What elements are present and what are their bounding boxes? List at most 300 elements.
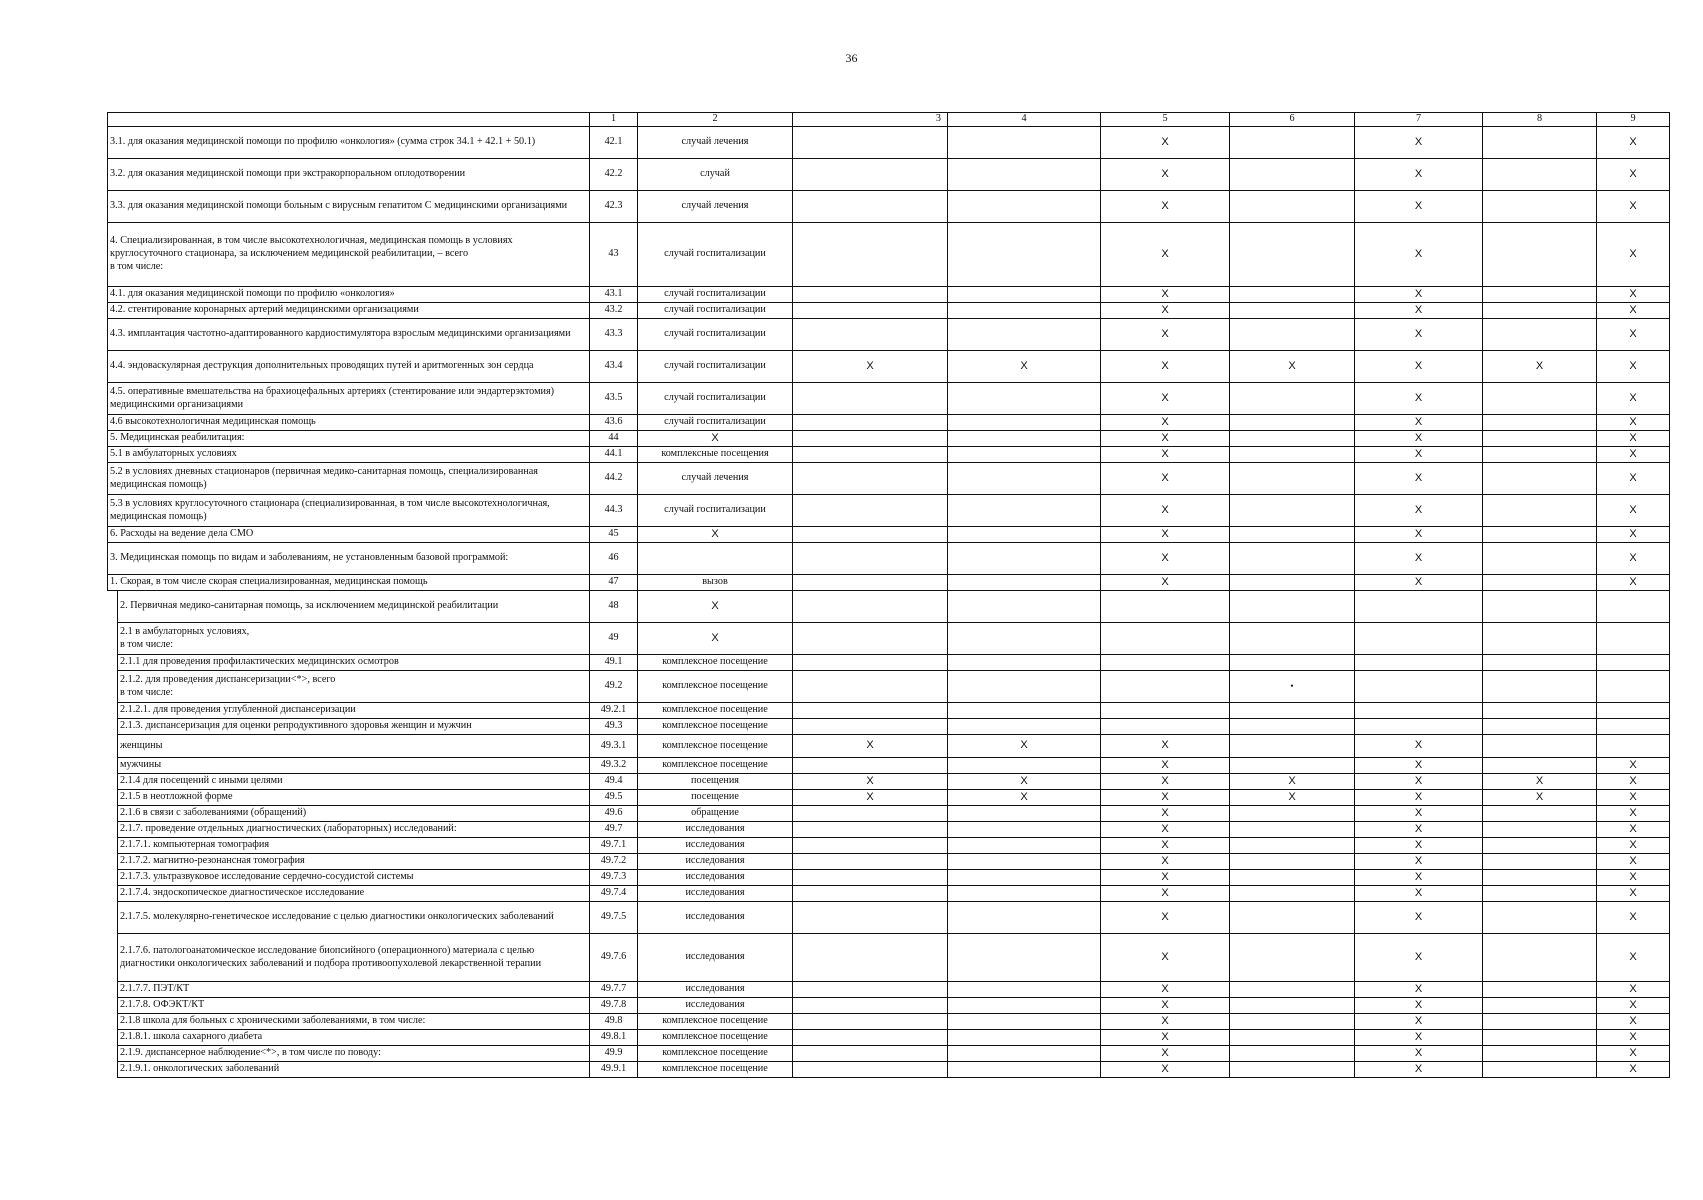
- cell-col-4: [948, 998, 1101, 1014]
- cell-col-7: X: [1355, 1046, 1483, 1062]
- cell-col-3: [793, 591, 948, 623]
- row-name: 2.1.7.8. ОФЭКТ/КТ: [118, 998, 590, 1014]
- row-unit: случай: [638, 159, 793, 191]
- row-code: 45: [590, 527, 638, 543]
- cell-col-6: •: [1230, 671, 1355, 703]
- row-code: 49.5: [590, 790, 638, 806]
- row-code: 49.8: [590, 1014, 638, 1030]
- cell-col-5: X: [1101, 543, 1230, 575]
- table-row: [118, 1030, 1670, 1046]
- cell-col-8: [1483, 758, 1597, 774]
- cell-col-8: [1483, 735, 1597, 758]
- cell-col-7: X: [1355, 575, 1483, 591]
- cell-col-6: [1230, 623, 1355, 655]
- row-name: 2.1.9.1. онкологических заболеваний: [118, 1062, 590, 1078]
- row-unit: случай лечения: [638, 127, 793, 159]
- table-row: [108, 351, 1670, 383]
- cell-col-6: [1230, 870, 1355, 886]
- cell-col-6: [1230, 431, 1355, 447]
- cell-col-4: [948, 431, 1101, 447]
- cell-col-8: [1483, 463, 1597, 495]
- cell-col-9: X: [1597, 982, 1670, 998]
- row-code: 49.9: [590, 1046, 638, 1062]
- cell-col-7: X: [1355, 303, 1483, 319]
- cell-col-7: X: [1355, 854, 1483, 870]
- row-code: 49.7.7: [590, 982, 638, 998]
- cell-col-7: [1355, 655, 1483, 671]
- cell-col-5: X: [1101, 1030, 1230, 1046]
- cell-col-3: [793, 431, 948, 447]
- cell-col-7: X: [1355, 902, 1483, 934]
- table-row: [118, 655, 1670, 671]
- row-code: 44.1: [590, 447, 638, 463]
- cell-col-4: [948, 1030, 1101, 1046]
- row-code: 43.2: [590, 303, 638, 319]
- cell-col-3: [793, 623, 948, 655]
- row-name: 2.1.7.2. магнитно-резонансная томография: [118, 854, 590, 870]
- cell-col-4: [948, 527, 1101, 543]
- row-code: 49.7.2: [590, 854, 638, 870]
- row-name: 2.1.7.7. ПЭТ/КТ: [118, 982, 590, 998]
- cell-col-5: X: [1101, 383, 1230, 415]
- row-code: 49.6: [590, 806, 638, 822]
- table-row: [118, 998, 1670, 1014]
- cell-col-3: [793, 319, 948, 351]
- cell-col-6: [1230, 287, 1355, 303]
- cell-col-5: X: [1101, 886, 1230, 902]
- row-name: 1. Скорая, в том числе скорая специализированная, медицинская помощь: [108, 575, 590, 591]
- cell-col-7: X: [1355, 886, 1483, 902]
- cell-col-3: [793, 806, 948, 822]
- table-row: [118, 822, 1670, 838]
- cell-col-9: X: [1597, 758, 1670, 774]
- cell-col-5: X: [1101, 854, 1230, 870]
- cell-col-8: [1483, 447, 1597, 463]
- row-name: 4.4. эндоваскулярная деструкция дополнительных проводящих путей и аритмогенных зон сердца: [108, 351, 590, 383]
- header-cell: 7: [1355, 113, 1483, 127]
- cell-col-7: X: [1355, 1014, 1483, 1030]
- cell-col-8: [1483, 886, 1597, 902]
- cell-col-5: [1101, 671, 1230, 703]
- cell-col-6: [1230, 463, 1355, 495]
- cell-col-3: [793, 655, 948, 671]
- cell-col-4: [948, 982, 1101, 998]
- cell-col-6: [1230, 703, 1355, 719]
- row-unit: [638, 543, 793, 575]
- row-code: 49.1: [590, 655, 638, 671]
- row-name: женщины: [118, 735, 590, 758]
- row-unit: исследования: [638, 998, 793, 1014]
- cell-col-3: [793, 543, 948, 575]
- row-name: 2.1.8.1. школа сахарного диабета: [118, 1030, 590, 1046]
- row-unit: случай госпитализации: [638, 319, 793, 351]
- cell-col-9: X: [1597, 159, 1670, 191]
- row-code: 49.7.6: [590, 934, 638, 982]
- cell-col-4: [948, 383, 1101, 415]
- cell-col-8: [1483, 159, 1597, 191]
- cell-col-7: X: [1355, 383, 1483, 415]
- cell-col-5: X: [1101, 1046, 1230, 1062]
- table-row: [108, 319, 1670, 351]
- cell-col-7: X: [1355, 287, 1483, 303]
- row-code: 43.4: [590, 351, 638, 383]
- cell-col-4: X: [948, 351, 1101, 383]
- table-row: [108, 191, 1670, 223]
- cell-col-7: X: [1355, 982, 1483, 998]
- cell-col-7: X: [1355, 1030, 1483, 1046]
- row-code: 43.6: [590, 415, 638, 431]
- row-code: 42.1: [590, 127, 638, 159]
- cell-col-3: [793, 870, 948, 886]
- table-row: [118, 1062, 1670, 1078]
- row-code: 49.7.4: [590, 886, 638, 902]
- row-unit: случай госпитализации: [638, 287, 793, 303]
- cell-col-5: X: [1101, 1062, 1230, 1078]
- row-unit: случай госпитализации: [638, 415, 793, 431]
- cell-col-5: X: [1101, 1014, 1230, 1030]
- cell-col-9: X: [1597, 790, 1670, 806]
- row-code: 49.7.1: [590, 838, 638, 854]
- cell-col-6: [1230, 575, 1355, 591]
- row-code: 49.3.2: [590, 758, 638, 774]
- cell-col-5: X: [1101, 319, 1230, 351]
- table-row: [118, 1046, 1670, 1062]
- row-unit: X: [638, 431, 793, 447]
- cell-col-6: X: [1230, 790, 1355, 806]
- cell-col-9: X: [1597, 774, 1670, 790]
- row-code: 49.7.8: [590, 998, 638, 1014]
- cell-col-9: X: [1597, 319, 1670, 351]
- data-table-upper: [107, 112, 1670, 591]
- cell-col-6: [1230, 543, 1355, 575]
- row-name: 5.1 в амбулаторных условиях: [108, 447, 590, 463]
- cell-col-6: [1230, 854, 1355, 870]
- row-unit: комплексное посещение: [638, 1030, 793, 1046]
- cell-col-9: X: [1597, 463, 1670, 495]
- row-unit: случай лечения: [638, 463, 793, 495]
- row-name: 4. Специализированная, в том числе высокотехнологичная, медицинская помощь в условиях круглосуточного стационара, за исключением медицинской реабилитации, – всего в том числе:: [108, 223, 590, 287]
- row-code: 49.7.3: [590, 870, 638, 886]
- row-code: 49.4: [590, 774, 638, 790]
- row-name: 3. Медицинская помощь по видам и заболеваниям, не установленным базовой программой:: [108, 543, 590, 575]
- cell-col-3: [793, 758, 948, 774]
- cell-col-6: [1230, 383, 1355, 415]
- cell-col-3: [793, 902, 948, 934]
- cell-col-7: X: [1355, 447, 1483, 463]
- cell-col-8: [1483, 719, 1597, 735]
- row-unit: исследования: [638, 822, 793, 838]
- cell-col-8: [1483, 1014, 1597, 1030]
- cell-col-3: X: [793, 790, 948, 806]
- cell-col-9: X: [1597, 998, 1670, 1014]
- cell-col-6: [1230, 223, 1355, 287]
- cell-col-5: X: [1101, 902, 1230, 934]
- cell-col-9: X: [1597, 351, 1670, 383]
- cell-col-4: [948, 303, 1101, 319]
- row-unit: исследования: [638, 854, 793, 870]
- row-unit: вызов: [638, 575, 793, 591]
- cell-col-4: [948, 591, 1101, 623]
- row-name: 5.2 в условиях дневных стационаров (первичная медико-санитарная помощь, специализированная медицинская помощь): [108, 463, 590, 495]
- cell-col-4: [948, 319, 1101, 351]
- cell-col-4: [948, 1046, 1101, 1062]
- cell-col-4: [948, 415, 1101, 431]
- cell-col-9: X: [1597, 886, 1670, 902]
- cell-col-8: [1483, 383, 1597, 415]
- header-cell: 4: [948, 113, 1101, 127]
- row-unit: комплексное посещение: [638, 703, 793, 719]
- table-row: [118, 1014, 1670, 1030]
- row-name: 2.1.2. для проведения диспансеризации<*>, всего в том числе:: [118, 671, 590, 703]
- cell-col-3: [793, 127, 948, 159]
- row-name: 4.5. оперативные вмешательства на брахиоцефальных артериях (стентирование или эндартерэктомия) медицинскими организациями: [108, 383, 590, 415]
- cell-col-3: [793, 1046, 948, 1062]
- cell-col-8: [1483, 575, 1597, 591]
- cell-col-3: [793, 1014, 948, 1030]
- cell-col-4: [948, 287, 1101, 303]
- cell-col-3: [793, 575, 948, 591]
- row-unit: X: [638, 591, 793, 623]
- row-code: 42.2: [590, 159, 638, 191]
- row-code: 42.3: [590, 191, 638, 223]
- cell-col-7: X: [1355, 415, 1483, 431]
- cell-col-5: X: [1101, 159, 1230, 191]
- row-code: 49.7.5: [590, 902, 638, 934]
- cell-col-7: X: [1355, 1062, 1483, 1078]
- cell-col-3: [793, 854, 948, 870]
- cell-col-6: [1230, 1062, 1355, 1078]
- row-unit: комплексное посещение: [638, 735, 793, 758]
- cell-col-8: [1483, 415, 1597, 431]
- cell-col-6: [1230, 495, 1355, 527]
- row-name: 3.2. для оказания медицинской помощи при экстракорпоральном оплодотворении: [108, 159, 590, 191]
- row-name: 2.1.6 в связи с заболеваниями (обращений): [118, 806, 590, 822]
- cell-col-7: [1355, 591, 1483, 623]
- cell-col-9: X: [1597, 870, 1670, 886]
- cell-col-9: [1597, 703, 1670, 719]
- cell-col-5: X: [1101, 735, 1230, 758]
- cell-col-4: [948, 886, 1101, 902]
- row-code: 44: [590, 431, 638, 447]
- table-row: [108, 383, 1670, 415]
- cell-col-4: [948, 902, 1101, 934]
- cell-col-9: [1597, 735, 1670, 758]
- row-unit: комплексное посещение: [638, 1014, 793, 1030]
- cell-col-9: X: [1597, 543, 1670, 575]
- cell-col-5: X: [1101, 303, 1230, 319]
- row-unit: исследования: [638, 838, 793, 854]
- cell-col-4: [948, 127, 1101, 159]
- cell-col-8: [1483, 982, 1597, 998]
- row-name: 2.1.1 для проведения профилактических медицинских осмотров: [118, 655, 590, 671]
- cell-col-3: [793, 191, 948, 223]
- table-row: [118, 671, 1670, 703]
- cell-col-9: X: [1597, 127, 1670, 159]
- cell-col-4: [948, 447, 1101, 463]
- cell-col-9: X: [1597, 431, 1670, 447]
- cell-col-8: X: [1483, 774, 1597, 790]
- cell-col-5: X: [1101, 998, 1230, 1014]
- cell-col-8: X: [1483, 790, 1597, 806]
- header-cell: 3: [793, 113, 948, 127]
- cell-col-4: X: [948, 735, 1101, 758]
- cell-col-9: X: [1597, 527, 1670, 543]
- cell-col-8: [1483, 1030, 1597, 1046]
- cell-col-7: X: [1355, 838, 1483, 854]
- cell-col-4: [948, 191, 1101, 223]
- cell-col-6: [1230, 822, 1355, 838]
- cell-col-9: X: [1597, 287, 1670, 303]
- cell-col-7: X: [1355, 495, 1483, 527]
- table-row: [108, 287, 1670, 303]
- row-unit: комплексное посещение: [638, 671, 793, 703]
- cell-col-7: X: [1355, 351, 1483, 383]
- cell-col-8: [1483, 934, 1597, 982]
- cell-col-4: [948, 854, 1101, 870]
- cell-col-4: [948, 495, 1101, 527]
- row-name: 2.1.9. диспансерное наблюдение<*>, в том числе по поводу:: [118, 1046, 590, 1062]
- cell-col-7: X: [1355, 934, 1483, 982]
- cell-col-7: [1355, 671, 1483, 703]
- cell-col-4: X: [948, 774, 1101, 790]
- cell-col-6: [1230, 934, 1355, 982]
- cell-col-5: [1101, 591, 1230, 623]
- cell-col-7: X: [1355, 774, 1483, 790]
- header-cell: 1: [590, 113, 638, 127]
- row-unit: X: [638, 527, 793, 543]
- cell-col-5: [1101, 655, 1230, 671]
- cell-col-9: X: [1597, 415, 1670, 431]
- cell-col-6: [1230, 303, 1355, 319]
- header-cell: 2: [638, 113, 793, 127]
- row-unit: комплексное посещение: [638, 1046, 793, 1062]
- cell-col-9: X: [1597, 854, 1670, 870]
- cell-col-3: [793, 703, 948, 719]
- row-code: 43.5: [590, 383, 638, 415]
- cell-col-5: X: [1101, 463, 1230, 495]
- cell-col-4: [948, 623, 1101, 655]
- cell-col-9: X: [1597, 303, 1670, 319]
- cell-col-7: [1355, 719, 1483, 735]
- cell-col-8: [1483, 303, 1597, 319]
- row-code: 49.8.1: [590, 1030, 638, 1046]
- cell-col-5: X: [1101, 223, 1230, 287]
- cell-col-3: X: [793, 351, 948, 383]
- cell-col-7: X: [1355, 790, 1483, 806]
- cell-col-9: X: [1597, 1062, 1670, 1078]
- row-unit: комплексное посещение: [638, 1062, 793, 1078]
- cell-col-4: [948, 870, 1101, 886]
- cell-col-9: [1597, 719, 1670, 735]
- row-unit: случай госпитализации: [638, 303, 793, 319]
- cell-col-7: X: [1355, 527, 1483, 543]
- cell-col-4: [948, 1014, 1101, 1030]
- cell-col-3: [793, 998, 948, 1014]
- cell-col-3: [793, 838, 948, 854]
- cell-col-8: [1483, 591, 1597, 623]
- row-name: 4.3. имплантация частотно-адаптированного кардиостимулятора взрослым медицинскими организациями: [108, 319, 590, 351]
- cell-col-5: X: [1101, 127, 1230, 159]
- row-unit: комплексное посещение: [638, 719, 793, 735]
- cell-col-5: X: [1101, 495, 1230, 527]
- row-code: 49.2: [590, 671, 638, 703]
- cell-col-7: X: [1355, 543, 1483, 575]
- cell-col-5: [1101, 703, 1230, 719]
- cell-col-5: X: [1101, 191, 1230, 223]
- table-row: [108, 543, 1670, 575]
- row-unit: исследования: [638, 870, 793, 886]
- row-code: 47: [590, 575, 638, 591]
- cell-col-5: X: [1101, 758, 1230, 774]
- cell-col-8: [1483, 806, 1597, 822]
- cell-col-3: [793, 527, 948, 543]
- cell-col-7: X: [1355, 463, 1483, 495]
- row-code: 44.2: [590, 463, 638, 495]
- table-row: [108, 415, 1670, 431]
- cell-col-8: [1483, 623, 1597, 655]
- table-row: [108, 303, 1670, 319]
- cell-col-4: [948, 822, 1101, 838]
- cell-col-4: [948, 463, 1101, 495]
- cell-col-5: X: [1101, 351, 1230, 383]
- cell-col-9: [1597, 623, 1670, 655]
- cell-col-9: [1597, 591, 1670, 623]
- table-row: [108, 527, 1670, 543]
- cell-col-6: [1230, 886, 1355, 902]
- cell-col-9: [1597, 655, 1670, 671]
- row-unit: случай госпитализации: [638, 383, 793, 415]
- cell-col-5: [1101, 623, 1230, 655]
- cell-col-9: X: [1597, 495, 1670, 527]
- row-unit: обращение: [638, 806, 793, 822]
- row-unit: исследования: [638, 934, 793, 982]
- table-row: [108, 223, 1670, 287]
- cell-col-7: X: [1355, 127, 1483, 159]
- cell-col-3: [793, 719, 948, 735]
- table-row: [108, 159, 1670, 191]
- cell-col-5: X: [1101, 415, 1230, 431]
- row-name: 2.1.7.4. эндоскопическое диагностическое исследование: [118, 886, 590, 902]
- cell-col-6: [1230, 758, 1355, 774]
- row-name: 2.1.7.1. компьютерная томография: [118, 838, 590, 854]
- table-row: [108, 127, 1670, 159]
- cell-col-9: X: [1597, 822, 1670, 838]
- cell-col-6: [1230, 902, 1355, 934]
- table-row: [108, 463, 1670, 495]
- cell-col-5: X: [1101, 982, 1230, 998]
- table-row: [118, 854, 1670, 870]
- cell-col-4: [948, 703, 1101, 719]
- row-code: 46: [590, 543, 638, 575]
- cell-col-3: [793, 223, 948, 287]
- cell-col-6: [1230, 1014, 1355, 1030]
- table-row: [108, 495, 1670, 527]
- row-unit: X: [638, 623, 793, 655]
- row-unit: посещение: [638, 790, 793, 806]
- cell-col-6: [1230, 735, 1355, 758]
- cell-col-8: [1483, 655, 1597, 671]
- cell-col-6: [1230, 998, 1355, 1014]
- cell-col-6: [1230, 127, 1355, 159]
- cell-col-8: [1483, 671, 1597, 703]
- cell-col-8: [1483, 1062, 1597, 1078]
- cell-col-9: X: [1597, 223, 1670, 287]
- cell-col-9: X: [1597, 383, 1670, 415]
- cell-col-3: [793, 303, 948, 319]
- table-row: [118, 902, 1670, 934]
- cell-col-6: [1230, 719, 1355, 735]
- table-row: [118, 703, 1670, 719]
